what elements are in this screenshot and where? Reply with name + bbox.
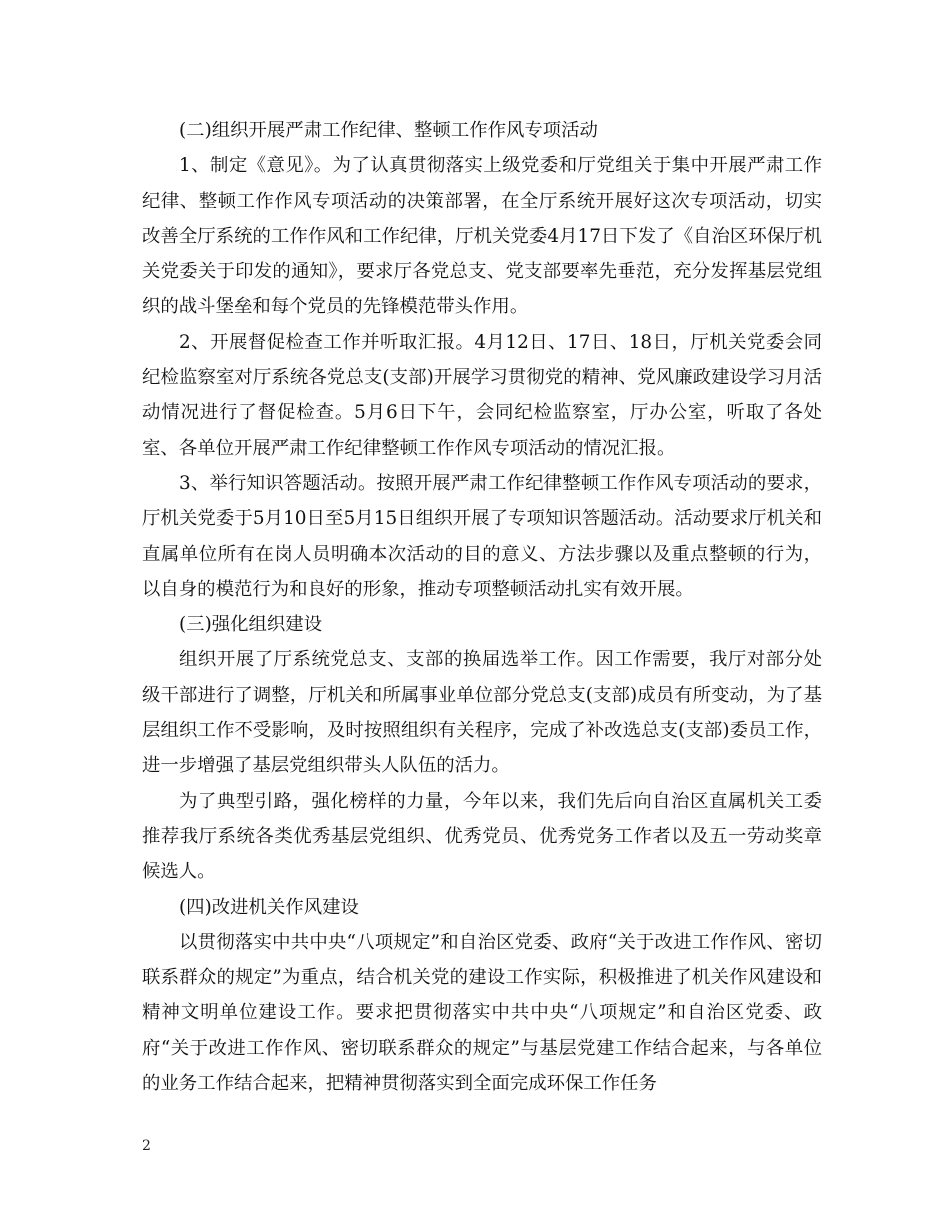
paragraph-3: 3、举行知识答题活动。按照开展严肃工作纪律整顿工作作风专项活动的要求，厅机关党委于5月10日至5月15日组织开展了专项知识答题活动。活动要求厅机关和直属单位所有在岗人员明确本次活动的目的意义、方法步骤以及重点整顿的行为，以自身的模范行为和良好的形象，推动专项整顿活动扎实有效开展。 — [142, 472, 822, 600]
paragraph-4: 组织开展了厅系统党总支、支部的换届选举工作。因工作需要，我厅对部分处级干部进行了调整，厅机关和所属事业单位部分党总支(支部)成员有所变动，为了基层组织工作不受影响，及时按照组织有关程序，完成了补改选总支(支部)委员工作，进一步增强了基层党组织带头人队伍的活力。 — [142, 649, 822, 777]
document-body — [142, 113, 822, 1101]
paragraph-5: 为了典型引路，强化榜样的力量，今年以来，我们先后向自治区直属机关工委推荐我厅系统各类优秀基层党组织、优秀党员、优秀党务工作者以及五一劳动奖章候选人。 — [142, 790, 822, 883]
paragraph-2: 2、开展督促检查工作并听取汇报。4月12日、17日、18日，厅机关党委会同纪检监察室对厅系统各党总支(支部)开展学习贯彻党的精神、党风廉政建设学习月活动情况进行了督促检查。5月6日下午，会同纪检监察室，厅办公室，听取了各处室、各单位开展严肃工作纪律整顿工作作风专项活动的情况汇报。 — [142, 331, 822, 459]
paragraph-1: 1、制定《意见》。为了认真贯彻落实上级党委和厅党组关于集中开展严肃工作纪律、整顿工作作风专项活动的决策部署，在全厅系统开展好这次专项活动，切实改善全厅系统的工作作风和工作纪律，厅机关党委4月17日下发了《自治区环保厅机关党委关于印发的通知》，要求厅各党总支、党支部要率先垂范，充分发挥基层党组织的战斗堡垒和每个党员的先锋模范带头作用。 — [142, 155, 822, 318]
paragraph-6: 以贯彻落实中共中央“八项规定”和自治区党委、政府“关于改进工作作风、密切联系群众的规定”为重点，结合机关党的建设工作实际，积极推进了机关作风建设和精神文明单位建设工作。要求把贯彻落实中共中央“八项规定”和自治区党委、政府“关于改进工作作风、密切联系群众的规定”与基层党建工作结合起来，与各单位的业务工作结合起来，把精神贯彻落实到全面完成环保工作任务 — [142, 931, 822, 1095]
section-heading-2: (二)组织开展严肃工作纪律、整顿工作作风专项活动 — [179, 120, 598, 141]
section-heading-4: (四)改进机关作风建设 — [179, 896, 359, 918]
page-number: 2 — [142, 1138, 151, 1154]
section-heading-3: (三)强化组织建设 — [179, 614, 323, 636]
